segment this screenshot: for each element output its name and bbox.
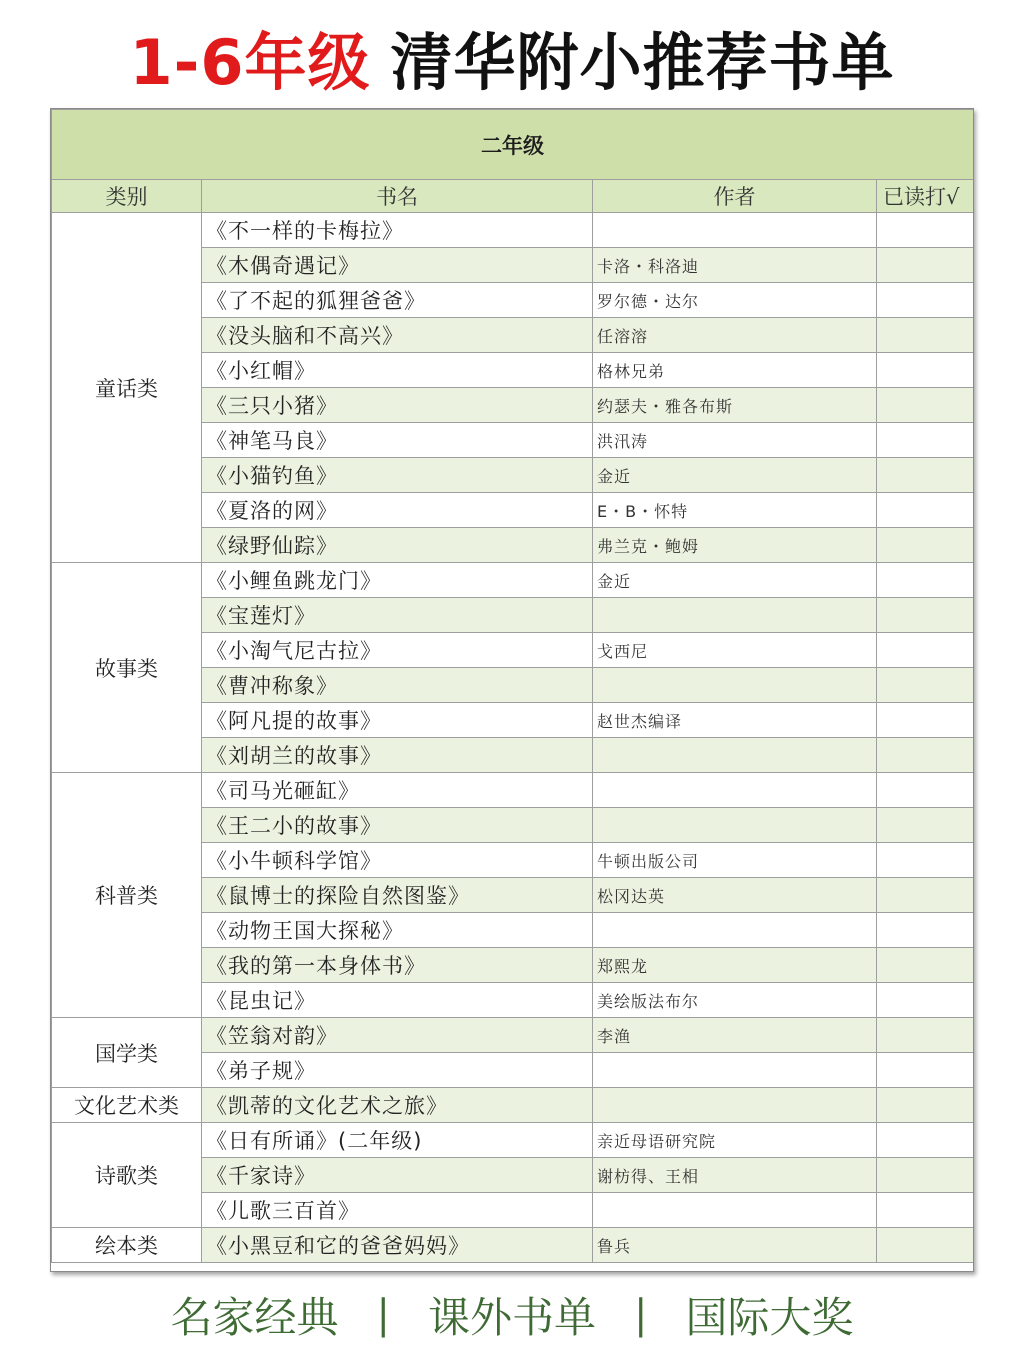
read-check-cell[interactable]	[877, 1053, 974, 1088]
category-cell: 故事类	[52, 563, 202, 773]
column-header-book: 书名	[202, 180, 593, 213]
author-cell	[593, 808, 877, 843]
book-title-cell: 《我的第一本身体书》	[202, 948, 593, 983]
read-check-cell[interactable]	[877, 878, 974, 913]
grade-header: 二年级	[52, 110, 974, 180]
read-check-cell[interactable]	[877, 1158, 974, 1193]
read-check-cell[interactable]	[877, 458, 974, 493]
read-check-cell[interactable]	[877, 1018, 974, 1053]
book-title-cell: 《动物王国大探秘》	[202, 913, 593, 948]
book-title-cell: 《没头脑和不高兴》	[202, 318, 593, 353]
book-title-cell: 《小牛顿科学馆》	[202, 843, 593, 878]
book-title-cell: 《凯蒂的文化艺术之旅》	[202, 1088, 593, 1123]
footer-tagline	[0, 1285, 1024, 1345]
book-title-cell: 《司马光砸缸》	[202, 773, 593, 808]
book-title-cell: 《小黑豆和它的爸爸妈妈》	[202, 1228, 593, 1263]
author-cell: 弗兰克・鲍姆	[593, 528, 877, 563]
book-title-cell: 《小红帽》	[202, 353, 593, 388]
read-check-cell[interactable]	[877, 773, 974, 808]
footer-item-awards: 国际大奖	[685, 1293, 854, 1342]
author-cell	[593, 1053, 877, 1088]
author-cell: 美绘版法布尔	[593, 983, 877, 1018]
category-cell: 童话类	[52, 213, 202, 563]
read-check-cell[interactable]	[877, 1228, 974, 1263]
author-cell: 赵世杰编译	[593, 703, 877, 738]
category-cell: 文化艺术类	[52, 1088, 202, 1123]
read-check-cell[interactable]	[877, 493, 974, 528]
read-check-cell[interactable]	[877, 388, 974, 423]
table-row	[52, 213, 974, 248]
read-check-cell[interactable]	[877, 703, 974, 738]
read-check-cell[interactable]	[877, 563, 974, 598]
read-check-cell[interactable]	[877, 1123, 974, 1158]
column-header-author: 作者	[593, 180, 877, 213]
book-title-cell: 《了不起的狐狸爸爸》	[202, 283, 593, 318]
read-check-cell[interactable]	[877, 318, 974, 353]
book-title-cell: 《日有所诵》(二年级)	[202, 1123, 593, 1158]
author-cell: E・B・怀特	[593, 493, 877, 528]
author-cell: 牛顿出版公司	[593, 843, 877, 878]
author-cell: 格林兄弟	[593, 353, 877, 388]
read-check-cell[interactable]	[877, 528, 974, 563]
read-check-cell[interactable]	[877, 808, 974, 843]
author-cell: 任溶溶	[593, 318, 877, 353]
book-title-cell: 《弟子规》	[202, 1053, 593, 1088]
category-cell: 科普类	[52, 773, 202, 1018]
author-cell: 洪汛涛	[593, 423, 877, 458]
author-cell: 谢枋得、王相	[593, 1158, 877, 1193]
grade-header-row	[52, 110, 974, 180]
table-row	[52, 1018, 974, 1053]
page-title	[0, 18, 1024, 108]
book-title-cell: 《小鲤鱼跳龙门》	[202, 563, 593, 598]
book-list-sheet	[50, 108, 974, 1272]
book-title-cell: 《宝莲灯》	[202, 598, 593, 633]
author-cell	[593, 598, 877, 633]
table-row	[52, 1123, 974, 1158]
book-title-cell: 《鼠博士的探险自然图鉴》	[202, 878, 593, 913]
author-cell	[593, 213, 877, 248]
read-check-cell[interactable]	[877, 598, 974, 633]
author-cell: 金近	[593, 458, 877, 493]
author-cell	[593, 738, 877, 773]
book-title-cell: 《三只小猪》	[202, 388, 593, 423]
read-check-cell[interactable]	[877, 1193, 974, 1228]
read-check-cell[interactable]	[877, 423, 974, 458]
category-cell: 绘本类	[52, 1228, 202, 1263]
author-cell: 戈西尼	[593, 633, 877, 668]
book-title-cell: 《刘胡兰的故事》	[202, 738, 593, 773]
author-cell: 李渔	[593, 1018, 877, 1053]
author-cell: 金近	[593, 563, 877, 598]
book-title-cell: 《不一样的卡梅拉》	[202, 213, 593, 248]
read-check-cell[interactable]	[877, 633, 974, 668]
author-cell: 罗尔德・达尔	[593, 283, 877, 318]
footer-separator: |	[376, 1292, 390, 1338]
book-title-cell: 《千家诗》	[202, 1158, 593, 1193]
read-check-cell[interactable]	[877, 353, 974, 388]
author-cell	[593, 773, 877, 808]
read-check-cell[interactable]	[877, 213, 974, 248]
category-cell: 诗歌类	[52, 1123, 202, 1228]
book-title-cell: 《笠翁对韵》	[202, 1018, 593, 1053]
author-cell: 卡洛・科洛迪	[593, 248, 877, 283]
author-cell	[593, 668, 877, 703]
book-title-cell: 《夏洛的网》	[202, 493, 593, 528]
book-title-cell: 《昆虫记》	[202, 983, 593, 1018]
author-cell: 鲁兵	[593, 1228, 877, 1263]
table-row	[52, 1228, 974, 1263]
read-check-cell[interactable]	[877, 283, 974, 318]
book-title-cell: 《神笔马良》	[202, 423, 593, 458]
read-check-cell[interactable]	[877, 738, 974, 773]
book-title-cell: 《阿凡提的故事》	[202, 703, 593, 738]
read-check-cell[interactable]	[877, 983, 974, 1018]
footer-separator: |	[634, 1292, 648, 1338]
read-check-cell[interactable]	[877, 948, 974, 983]
book-title-cell: 《王二小的故事》	[202, 808, 593, 843]
footer-item-extracurricular: 课外书单	[427, 1293, 596, 1342]
read-check-cell[interactable]	[877, 1088, 974, 1123]
author-cell	[593, 913, 877, 948]
read-check-cell[interactable]	[877, 248, 974, 283]
read-check-cell[interactable]	[877, 843, 974, 878]
book-title-cell: 《儿歌三百首》	[202, 1193, 593, 1228]
title-main: 清华附小推荐书单	[390, 26, 895, 99]
column-header-read: 已读打√	[877, 180, 974, 213]
title-grade-range: 1-6年级	[129, 26, 371, 99]
column-header-row	[52, 180, 974, 213]
book-title-cell: 《木偶奇遇记》	[202, 248, 593, 283]
author-cell: 约瑟夫・雅各布斯	[593, 388, 877, 423]
table-row	[52, 773, 974, 808]
column-header-category: 类别	[52, 180, 202, 213]
category-cell: 国学类	[52, 1018, 202, 1088]
read-check-cell[interactable]	[877, 668, 974, 703]
table-row	[52, 563, 974, 598]
author-cell: 亲近母语研究院	[593, 1123, 877, 1158]
author-cell: 郑熙龙	[593, 948, 877, 983]
author-cell	[593, 1088, 877, 1123]
book-title-cell: 《曹冲称象》	[202, 668, 593, 703]
table-row	[52, 1088, 974, 1123]
book-title-cell: 《小猫钓鱼》	[202, 458, 593, 493]
footer-item-classics: 名家经典	[170, 1293, 339, 1342]
book-title-cell: 《绿野仙踪》	[202, 528, 593, 563]
read-check-cell[interactable]	[877, 913, 974, 948]
author-cell	[593, 1193, 877, 1228]
book-title-cell: 《小淘气尼古拉》	[202, 633, 593, 668]
author-cell: 松冈达英	[593, 878, 877, 913]
book-list-table	[51, 109, 974, 1263]
